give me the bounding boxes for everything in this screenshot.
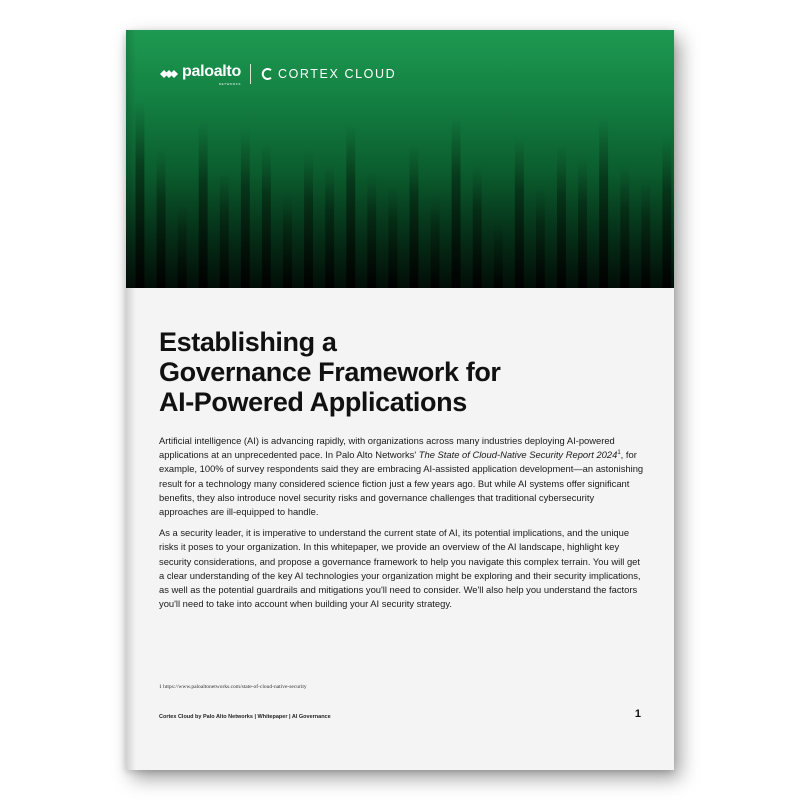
footnote-ref: 1: [617, 450, 621, 457]
decorative-bar: [410, 143, 419, 288]
decorative-bar: [494, 213, 503, 288]
decorative-bar: [178, 198, 187, 288]
logo-divider: [250, 64, 251, 84]
intro-paragraph: Artificial intelligence (AI) is advancing rapidly, with organizations across many industries deploying AI-powered applications at an unprecedented pace. In Palo Alto Networks' The State of Cloud-Native Security Report 2024$^1$, for example, 100% of survey respondents said they are embracing AI-assisted application development—an astonishing result for a technology many considered science fiction just a few years ago. But while AI systems offer significant benefits, they also introduce novel security risks and governance challenges that traditional cybersecurity approaches are ill-equipped to handle.: [159, 435, 644, 518]
decorative-bar: [431, 192, 440, 288]
decorative-bar: [199, 121, 208, 288]
decorative-bar: [578, 157, 587, 288]
decorative-bar: [473, 164, 482, 288]
decorative-bar: [220, 170, 229, 288]
body-text: [159, 434, 645, 618]
decorative-bar: [641, 178, 650, 288]
brand-primary-sub: NETWORKS: [218, 81, 241, 86]
decorative-bar: [620, 165, 629, 288]
page-number: 1: [634, 708, 641, 720]
decorative-bar: [136, 100, 145, 288]
decorative-bar: [283, 191, 292, 288]
footer-text: Cortex Cloud by Palo Alto Networks | Whitepaper | AI Governance: [159, 714, 331, 720]
report-title: The State of Cloud-Native Security Report 2024: [418, 449, 618, 461]
decorative-bar: [157, 149, 166, 288]
decorative-bar: [367, 171, 376, 288]
decorative-bar: [452, 115, 461, 288]
decorative-bar: [557, 144, 566, 288]
hero-banner: [126, 30, 674, 288]
decorative-bar: [241, 129, 250, 288]
whitepaper-cover-page: [126, 30, 674, 770]
decorative-bar: [599, 116, 608, 288]
paloalto-logo-icon: [159, 66, 179, 82]
decorative-bar: [304, 150, 313, 288]
decorative-bar: [388, 184, 397, 288]
decorative-bar: [262, 142, 271, 288]
decorative-bar: [325, 163, 334, 288]
cortex-logo-icon: [260, 67, 274, 81]
title-line-2: Governance Framework for: [159, 357, 501, 387]
decorative-bar: [346, 122, 355, 288]
second-paragraph: As a security leader, it is imperative to understand the current state of AI, its potential implications, and the unique risks it poses to your organization. In this whitepaper, we provide an overview of the AI landscape, highlight key security considerations, and propose a governance framework to help you navigate this complex terrain. You will get a clear understanding of the key AI technologies your organization might be exploring and their security implications, as well as the potential guardrails and mitigations you'll need to consider. We'll also help you understand the factors you'll need to take into account when building your AI security strategy.: [159, 527, 641, 610]
decorative-bar: [536, 185, 545, 288]
brand-logos: [159, 63, 396, 85]
page-title: [159, 327, 659, 417]
title-line-1: Establishing a: [159, 327, 337, 357]
brand-secondary-name: CORTEX CLOUD: [277, 67, 397, 81]
decorative-bar: [515, 136, 524, 288]
decorative-bar: [662, 137, 671, 288]
brand-primary-name: paloalto: [182, 62, 241, 80]
title-line-3: AI-Powered Applications: [159, 387, 467, 417]
footnote: 1 https://www.paloaltonetworks.com/state-of-cloud-native-security: [159, 684, 307, 690]
